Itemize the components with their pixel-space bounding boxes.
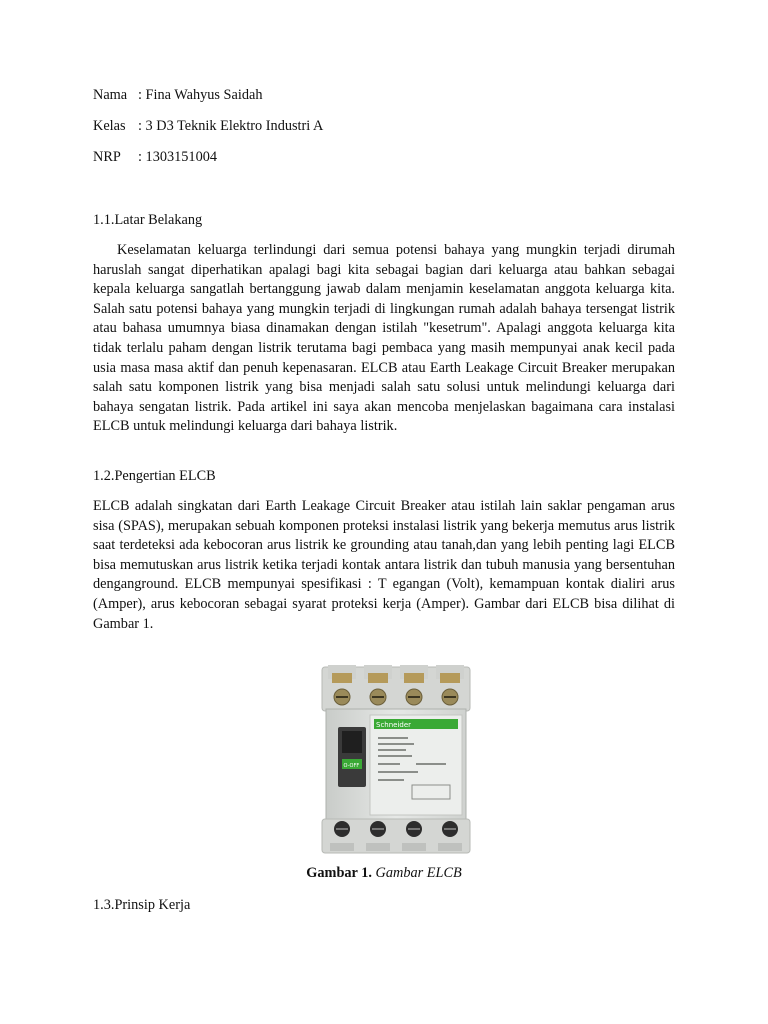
- name-label: Nama: [93, 87, 128, 103]
- caption-number: Gambar 1.: [306, 865, 372, 881]
- nrp-label: NRP: [93, 149, 121, 165]
- bottom-terminals: [322, 819, 470, 853]
- nrp-row: [93, 148, 217, 168]
- class-row: [93, 117, 323, 137]
- paragraph-pengertian-elcb: ELCB adalah singkatan dari Earth Leakage Circuit Breaker atau istilah lain saklar pengaman arus sisa (SPAS), merupakan sebuah komponen proteksi instalasi listrik yang bekerja memutus arus listrik saat terdeteksi ada kebocoran arus listrik ke grounding atau tanah,dan yang lebih penting lagi ELCB bisa memutuskan arus listrik ketika terjadi kontak antara listrik dan tubuh manusia yang bersentuhan denganground. ELCB mempunyai spesifikasi : T egangan (Volt), kemampuan kontak dialiri arus (Amper), arus kebocoran sebagai syarat proteksi kerja (Amper). Gambar dari ELCB bisa dilihat di Gambar 1.: [93, 498, 675, 632]
- name-row: [93, 86, 262, 106]
- elcb-figure: [316, 663, 476, 857]
- figure-caption: [0, 864, 768, 884]
- name-value: : Fina Wahyus Saidah: [138, 87, 263, 103]
- section-heading-latar-belakang: 1.1.Latar Belakang: [93, 212, 203, 228]
- class-label: Kelas: [93, 118, 126, 134]
- top-terminals: [322, 665, 470, 711]
- caption-text: Gambar ELCB: [375, 865, 462, 881]
- nrp-value: : 1303151004: [138, 149, 218, 165]
- paragraph-latar-belakang: Keselamatan keluarga terlindungi dari semua potensi bahaya yang mungkin terjadi dirumah haruslah sangat diperhatikan apalagi bagi kita sebagai bagian dari keluarga atau bahkan sebagai kepala keluarga sangatlah bertanggung jawab dalam menjamin keselamatan anggota keluarga kita. Salah satu potensi bahaya yang mungkin terjadi di lingkungan rumah adalah bahaya tersengat listrik atau bahasa umumnya biasa dinamakan dengan istilah "kesetrum". Apalagi anggota keluarga kita tidak terlalu paham dengan listrik terutama bagi pembaca yang masih mempunyai anak kecil pada usia masa masa aktif dan penuh kepenasaran. ELCB atau Earth Leakage Circuit Breaker merupakan salah satu komponen listrik yang bisa menjadi salah satu solusi untuk melindungi keluarga dari bahaya sengatan listrik. Pada artikel ini saya akan mencoba menjelaskan bagaimana cara instalasi ELCB untuk melindungi keluarga dari bahaya listrik.: [93, 242, 675, 435]
- elcb-device-image: [316, 663, 476, 857]
- toggle-switch: [338, 727, 366, 787]
- class-value: : 3 D3 Teknik Elektro Industri A: [138, 118, 324, 134]
- section-heading-pengertian-elcb: 1.2.Pengertian ELCB: [93, 468, 216, 484]
- brand-label: Schneider: [376, 721, 412, 729]
- section-heading-prinsip-kerja: 1.3.Prinsip Kerja: [93, 897, 191, 913]
- switch-label: O-OFF: [343, 763, 360, 769]
